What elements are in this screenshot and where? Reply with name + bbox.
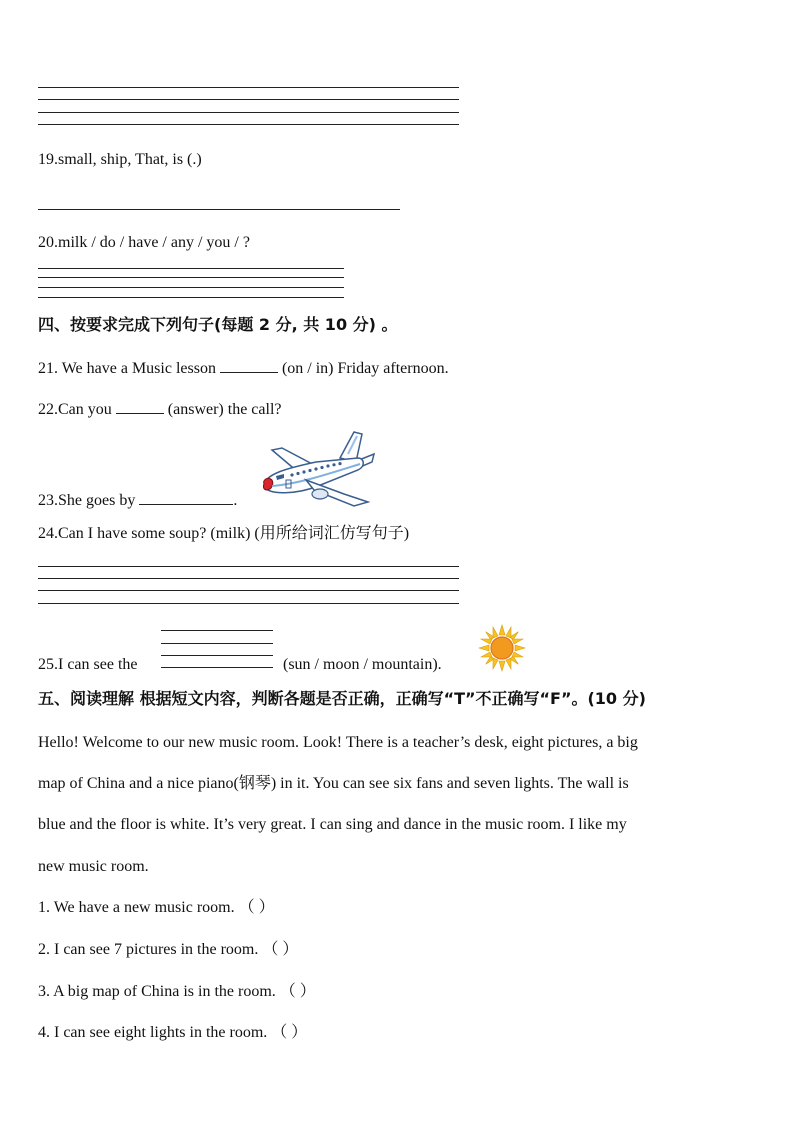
question-20: 20.milk / do / have / any / you / ? [38,234,250,251]
question-22 [38,399,282,420]
tf-question [38,940,298,960]
answer-line[interactable] [38,603,459,604]
answer-line[interactable] [161,630,273,631]
passage-line: Hello! Welcome to our new music room. Look! There is a teacher’s desk, eight pictures, a big [38,734,638,751]
tf-question-text: 4. I can see eight lights in the room. [38,1024,268,1041]
section-5-heading: 五、阅读理解 根据短文内容，判断各题是否正确，正确写“T”不正确写“F”。(10 分) [38,689,646,708]
answer-line[interactable] [38,112,459,113]
answer-line[interactable] [38,209,400,210]
answer-line[interactable] [38,268,344,269]
answer-line[interactable] [38,87,459,88]
airplane-icon [258,428,376,510]
answer-line[interactable] [161,667,273,668]
answer-line[interactable] [38,578,459,579]
answer-line[interactable] [38,566,459,567]
question-22-suffix: (answer) the call? [163,401,282,418]
answer-line[interactable] [161,655,273,656]
section-4-heading: 四、按要求完成下列句子(每题 2 分, 共 10 分) 。 [38,315,398,334]
sun-icon [478,624,526,672]
question-22-prefix: 22.Can you [38,401,116,418]
answer-line[interactable] [38,297,344,298]
answer-line[interactable] [38,99,459,100]
answer-line[interactable] [38,124,459,125]
answer-bracket[interactable]: （ ） [262,941,299,958]
question-23-prefix: 23.She goes by [38,492,140,509]
question-21-prefix: 21. We have a Music lesson [38,360,220,377]
question-23 [38,490,237,511]
question-23-suffix: . [233,492,238,509]
question-19: 19.small, ship, That, is (.) [38,151,202,168]
tf-question [38,898,275,918]
passage-line: map of China and a nice piano(钢琴) in it. You can see six fans and seven lights. The wall is [38,775,629,792]
answer-bracket[interactable]: （ ） [271,1024,308,1041]
answer-bracket[interactable]: （ ） [238,899,275,916]
passage-line: new music room. [38,858,149,875]
answer-line[interactable] [38,287,344,288]
answer-bracket[interactable]: （ ） [279,983,316,1000]
tf-question [38,982,316,1002]
answer-line[interactable] [38,277,344,278]
question-24: 24.Can I have some soup? (milk) (用所给词汇仿写句子) [38,525,410,542]
tf-question [38,1023,307,1043]
answer-line[interactable] [38,590,459,591]
question-25-prefix: 25.I can see the [38,656,138,673]
question-21-suffix: (on / in) Friday afternoon. [277,360,449,377]
tf-question-text: 1. We have a new music room. [38,899,235,916]
fill-blank[interactable] [116,399,164,414]
answer-line[interactable] [161,643,273,644]
fill-blank[interactable] [139,490,233,505]
tf-question-text: 2. I can see 7 pictures in the room. [38,941,259,958]
question-25-suffix: (sun / moon / mountain). [283,656,442,673]
question-21 [38,358,449,379]
tf-question-text: 3. A big map of China is in the room. [38,983,276,1000]
fill-blank[interactable] [220,358,278,373]
passage-line: blue and the floor is white. It’s very great. I can sing and dance in the music room. I like my [38,816,627,833]
